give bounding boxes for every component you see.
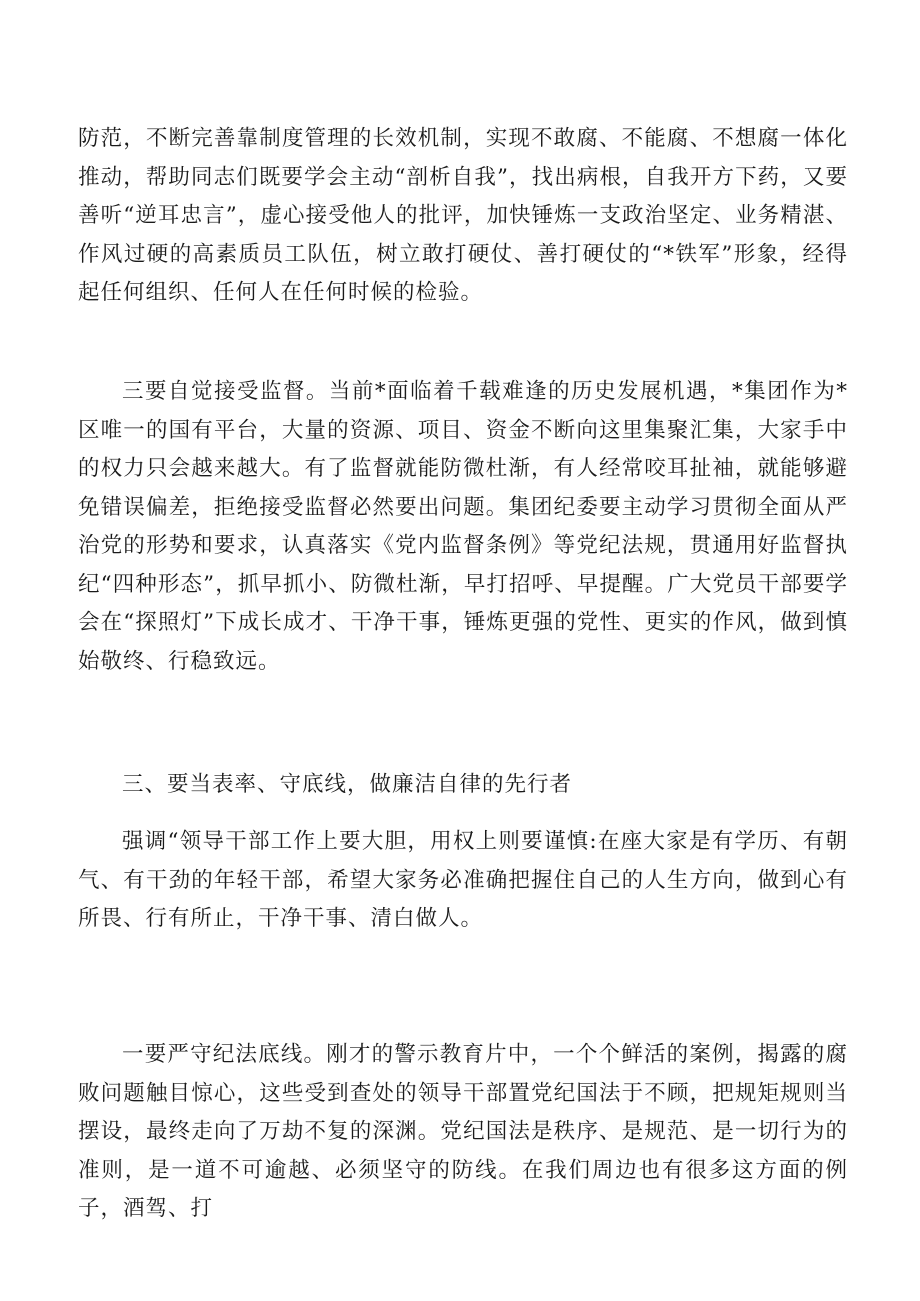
paragraph-emphasis: 强调“领导干部工作上要大胆，用权上则要谨慎:在座大家是有学历、有朝气、有干劲的年轻干部，希望大家务必准确把握住自己的人生方向，做到心有所畏、行有所止，干净干事、清白做人。 xyxy=(78,829,848,931)
section-heading: 三、要当表率、守底线，做廉洁自律的先行者 xyxy=(122,772,573,797)
paragraph-continuation: 防范，不断完善靠制度管理的长效机制，实现不敢腐、不能腐、不想腐一体化推动，帮助同志们既要学会主动“剖析自我”，找出病根，自我开方下药，又要善听“逆耳忠言”，虚心接受他人的批评，加快锤炼一支政治坚定、业务精湛、作风过硬的高素质员工队伍，树立敢打硬仗、善打硬仗的“*铁军”形象，经得起任何组织、任何人在任何时候的检验。 xyxy=(78,126,848,305)
paragraph-discipline: 一要严守纪法底线。刚才的警示教育片中，一个个鲜活的案例，揭露的腐败问题触目惊心，这些受到查处的领导干部置党纪国法于不顾，把规矩规则当摆设，最终走向了万劫不复的深渊。党纪国法是秩序、是规范、是一切行为的准则，是一道不可逾越、必须坚守的防线。在我们周边也有很多这方面的例子，酒驾、打 xyxy=(78,1042,848,1221)
paragraph-supervision: 三要自觉接受监督。当前*面临着千载难逢的历史发展机遇，*集团作为*区唯一的国有平台，大量的资源、项目、资金不断向这里集聚汇集，大家手中的权力只会越来越大。有了监督就能防微杜渐，有人经常咬耳扯袖，就能够避免错误偏差，拒绝接受监督必然要出问题。集团纪委要主动学习贯彻全面从严治党的形势和要求，认真落实《党内监督条例》等党纪法规，贯通用好监督执纪“四种形态”，抓早抓小、防微杜渐，早打招呼、早提醒。广大党员干部要学会在“探照灯”下成长成才、干净干事，锤炼更强的党性、更实的作风，做到慎始敬终、行稳致远。 xyxy=(78,379,848,674)
